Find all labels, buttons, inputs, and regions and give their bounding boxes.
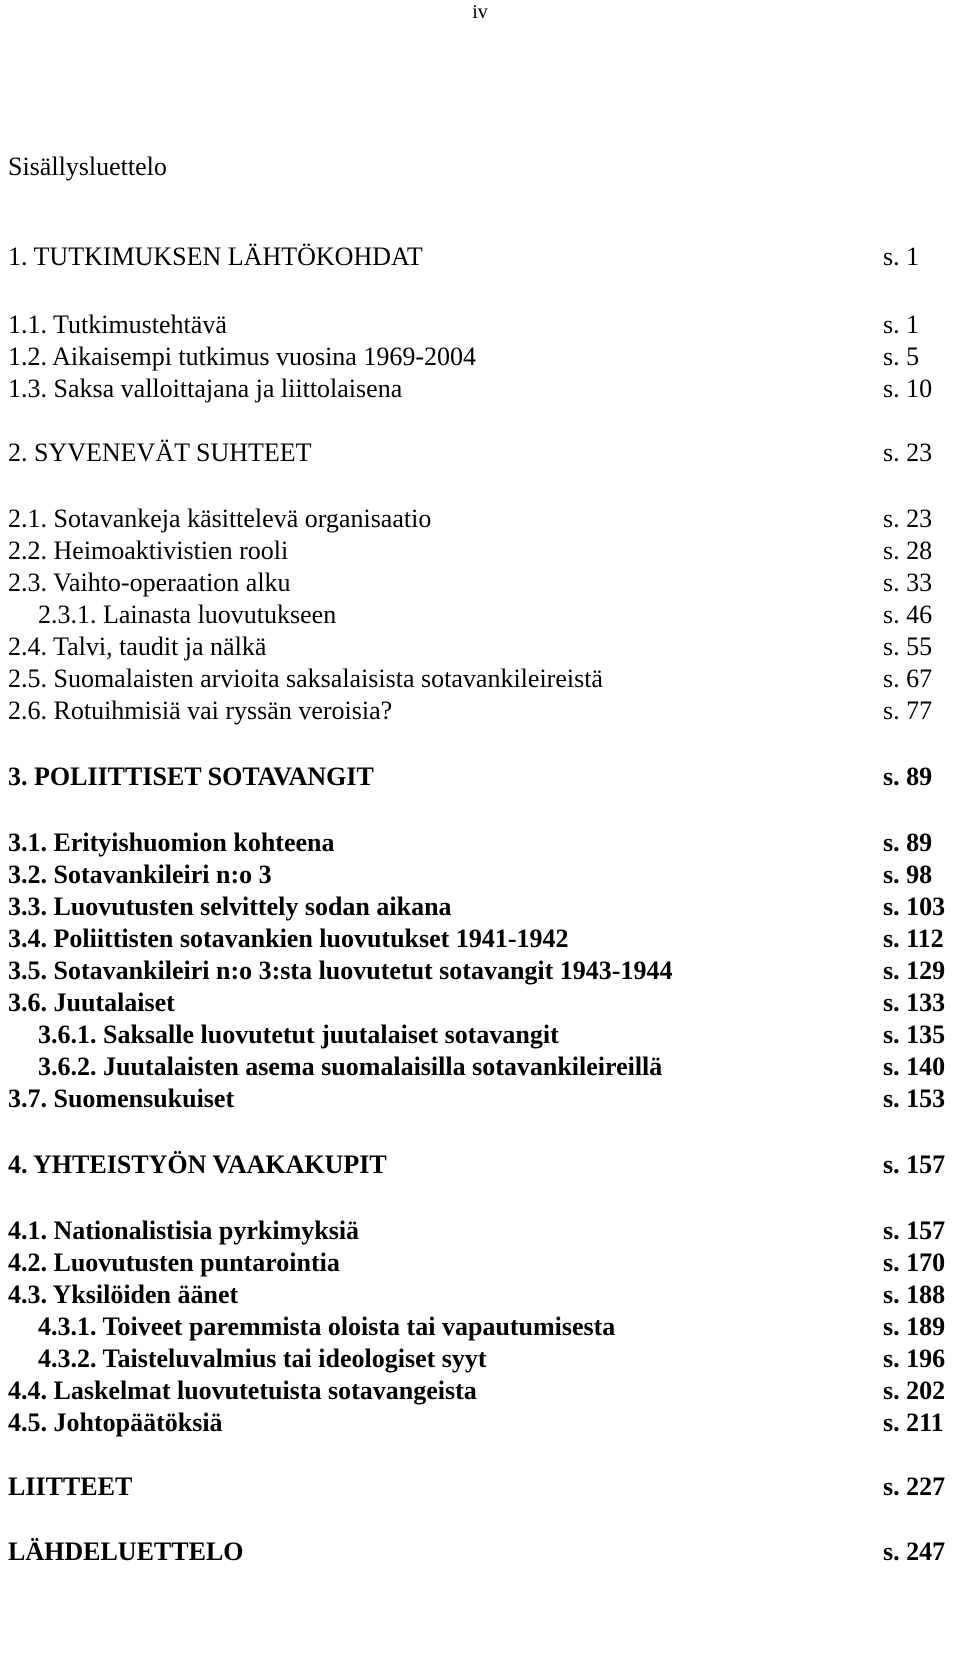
toc-entry-label: 2.4. Talvi, taudit ja nälkä: [8, 632, 267, 661]
toc-entry-page: s. 202: [883, 1376, 946, 1405]
toc-entry: [8, 1278, 960, 1312]
toc-entry-label: 4.3.1. Toiveet paremmista oloista tai vapautumisesta: [38, 1312, 616, 1341]
toc-entry-label: 4.5. Johtopäätöksiä: [8, 1408, 223, 1437]
toc-entry-page: s. 157: [883, 1150, 946, 1179]
toc-entry: [8, 1082, 960, 1116]
toc-entry: [8, 1470, 960, 1504]
toc-entry-page: s. 89: [883, 762, 933, 791]
toc-entry: [8, 566, 960, 600]
toc-entry: [8, 826, 960, 860]
toc-entry-page: s. 140: [883, 1052, 946, 1081]
toc-entry-page: s. 153: [883, 1084, 946, 1113]
toc-entry: [8, 1374, 960, 1408]
toc-entry: [8, 240, 960, 274]
toc-entry-page: s. 89: [883, 828, 933, 857]
toc-entry: [8, 760, 960, 794]
toc-entry: [8, 502, 960, 536]
toc-entry-page: s. 170: [883, 1248, 946, 1277]
toc-entry-label: 3.4. Poliittisten sotavankien luovutukset 1941-1942: [8, 924, 569, 953]
toc-entry-page: s. 67: [883, 664, 933, 693]
toc-entry-label: 4. YHTEISTYÖN VAAKAKUPIT: [8, 1150, 387, 1179]
toc-entry-label: 3.2. Sotavankileiri n:o 3: [8, 860, 272, 889]
toc-entry-label: 2. SYVENEVÄT SUHTEET: [8, 438, 312, 467]
toc-entry-label: 3.6. Juutalaiset: [8, 988, 175, 1017]
toc-entry: [8, 534, 960, 568]
toc-entry-page: s. 211: [883, 1408, 944, 1437]
toc-entry: [8, 598, 960, 632]
toc-entry: [8, 630, 960, 664]
toc-entry-label: 1.3. Saksa valloittajana ja liittolaisena: [8, 374, 403, 403]
toc-entry: [8, 308, 960, 342]
toc-entry: [8, 922, 960, 956]
toc-entry-page: s. 103: [883, 892, 946, 921]
toc-entry-page: s. 5: [883, 342, 920, 371]
toc-entry-page: s. 1: [883, 310, 920, 339]
toc-entry-label: 1.2. Aikaisempi tutkimus vuosina 1969-2004: [8, 342, 476, 371]
toc-entry-label: 2.2. Heimoaktivistien rooli: [8, 536, 289, 565]
toc-entry-page: s. 77: [883, 696, 933, 725]
toc-entry-page: s. 1: [883, 242, 920, 271]
toc-entry-label: 1. TUTKIMUKSEN LÄHTÖKOHDAT: [8, 242, 423, 271]
toc-entry-page: s. 188: [883, 1280, 946, 1309]
toc-entry: [8, 1148, 960, 1182]
toc-entry-label: 4.4. Laskelmat luovutetuista sotavangeista: [8, 1376, 477, 1405]
toc-entry: [8, 1214, 960, 1248]
toc-entry-page: s. 98: [883, 860, 933, 889]
toc-entry-label: LIITTEET: [8, 1472, 133, 1501]
toc-entry-page: s. 129: [883, 956, 946, 985]
toc-entry-label: 3. POLIITTISET SOTAVANGIT: [8, 762, 374, 791]
toc-entry: [8, 986, 960, 1020]
toc-entry-label: 3.6.1. Saksalle luovutetut juutalaiset sotavangit: [38, 1020, 559, 1049]
toc-entry-label: 4.2. Luovutusten puntarointia: [8, 1248, 340, 1277]
toc-entry-label: 2.1. Sotavankeja käsittelevä organisaatio: [8, 504, 432, 533]
toc-entry-page: s. 23: [883, 438, 933, 467]
toc-entry-label: LÄHDELUETTELO: [8, 1537, 244, 1566]
toc-entry: [8, 1342, 960, 1376]
toc-entry-page: s. 157: [883, 1216, 946, 1245]
toc-entry-page: s. 135: [883, 1020, 946, 1049]
toc-entry-page: s. 10: [883, 374, 933, 403]
toc-entry: [8, 1050, 960, 1084]
toc-entry: [8, 1406, 960, 1440]
toc-entry-page: s. 227: [883, 1472, 946, 1501]
toc-entry-label: 2.3. Vaihto-operaation alku: [8, 568, 291, 597]
toc-entry: [8, 340, 960, 374]
toc-entry-label: 4.3.2. Taisteluvalmius tai ideologiset syyt: [38, 1344, 487, 1373]
toc-entry-label: 2.6. Rotuihmisiä vai ryssän veroisia?: [8, 696, 393, 725]
toc-entry: [8, 858, 960, 892]
page-title: Sisällysluettelo: [8, 152, 167, 181]
toc-entry-page: s. 46: [883, 600, 933, 629]
toc-entry-page: s. 112: [883, 924, 944, 953]
toc-entry-page: s. 28: [883, 536, 933, 565]
toc-entry: [8, 1246, 960, 1280]
toc-entry: [8, 1310, 960, 1344]
toc-entry-label: 4.3. Yksilöiden äänet: [8, 1280, 239, 1309]
toc-entry-page: s. 189: [883, 1312, 946, 1341]
page-number: iv: [472, 1, 488, 23]
toc-entry: [8, 372, 960, 406]
toc-entry-label: 4.1. Nationalistisia pyrkimyksiä: [8, 1216, 360, 1245]
toc-entry: [8, 1018, 960, 1052]
toc-entry-label: 2.3.1. Lainasta luovutukseen: [38, 600, 337, 629]
toc-entry-label: 3.6.2. Juutalaisten asema suomalaisilla sotavankileireillä: [38, 1052, 663, 1081]
toc-entry-label: 3.1. Erityishuomion kohteena: [8, 828, 335, 857]
toc-entry-page: s. 23: [883, 504, 933, 533]
toc-entry-page: s. 55: [883, 632, 933, 661]
toc-entry: [8, 662, 960, 696]
toc-entry-label: 1.1. Tutkimustehtävä: [8, 310, 227, 339]
toc-entry: [8, 436, 960, 470]
toc-entry-label: 3.5. Sotavankileiri n:o 3:sta luovutetut sotavangit 1943-1944: [8, 956, 673, 985]
toc-entry: [8, 1535, 960, 1569]
toc-entry-label: 3.7. Suomensukuiset: [8, 1084, 235, 1113]
toc-entry-page: s. 133: [883, 988, 946, 1017]
toc-entry: [8, 694, 960, 728]
toc-entry: [8, 954, 960, 988]
toc-entry-label: 2.5. Suomalaisten arvioita saksalaisista sotavankileireistä: [8, 664, 603, 693]
toc-entry: [8, 890, 960, 924]
toc-entry-label: 3.3. Luovutusten selvittely sodan aikana: [8, 892, 452, 921]
toc-entry-page: s. 33: [883, 568, 933, 597]
toc-entry-page: s. 196: [883, 1344, 946, 1373]
toc-entry-page: s. 247: [883, 1537, 946, 1566]
